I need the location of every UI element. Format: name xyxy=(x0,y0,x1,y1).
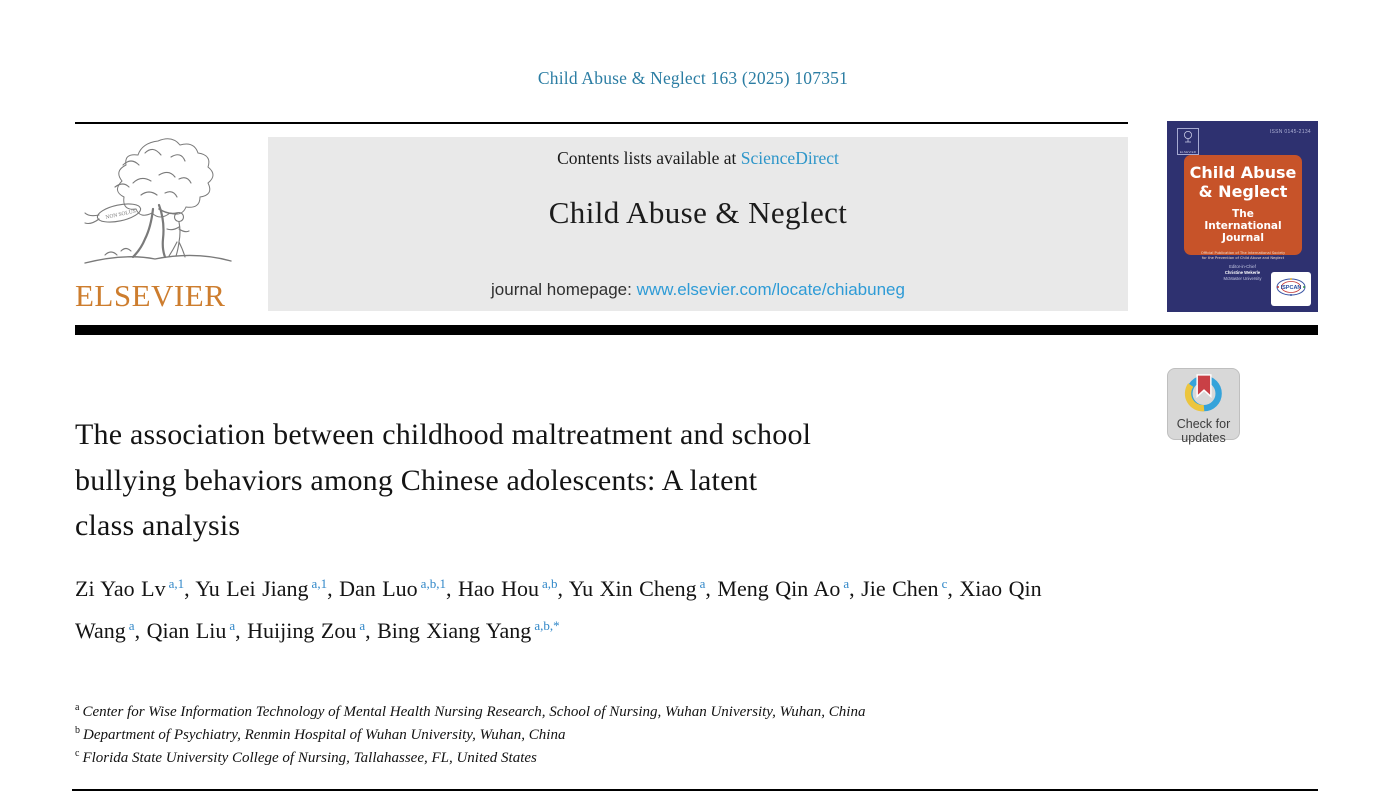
author-affiliation-superscript: a,b,* xyxy=(534,617,560,633)
affiliation-superscript: b xyxy=(75,725,80,736)
article-title-line: class analysis xyxy=(75,509,241,542)
author-affiliation-superscript: a,1 xyxy=(311,575,328,591)
affiliation: $^c$ Florida State University College of Nursing, Tallahassee, FL, United States xyxy=(75,748,537,766)
affiliation-list xyxy=(75,701,1125,770)
author: Bing Xiang Yang $^{a,b,*}$ xyxy=(377,617,560,643)
author: Meng Qin Ao $^a$ xyxy=(717,575,850,601)
author: Jie Chen $^c$ xyxy=(861,575,948,601)
ispcan-badge-icon: ISPCAN xyxy=(1271,272,1311,306)
check-for-updates-badge[interactable] xyxy=(1167,368,1240,445)
homepage-prefix: journal homepage: xyxy=(491,280,637,299)
cover-official-line: for the Prevention of Child Abuse and Neglect xyxy=(1201,255,1285,260)
cover-title-line: Child Abuse xyxy=(1189,163,1297,182)
article-title-line: The association between childhood maltreatment and school xyxy=(75,418,812,451)
author-affiliation-superscript: a,1 xyxy=(168,575,185,591)
author: Zi Yao Lv $^{a,1}$ xyxy=(75,575,185,601)
cover-elsevier-emblem-icon: ELSEVIER xyxy=(1177,128,1199,155)
cover-issn: ISSN 0145-2134 xyxy=(1269,129,1311,135)
author-affiliation-superscript: a xyxy=(229,617,236,633)
elsevier-logo xyxy=(75,134,245,314)
affiliation-superscript: a xyxy=(75,702,80,713)
top-divider xyxy=(75,122,1128,124)
cover-subtitle-line: Journal xyxy=(1222,232,1264,244)
author: Huijing Zou $^a$ xyxy=(247,617,366,643)
author: Yu Lei Jiang $^{a,1}$ xyxy=(195,575,328,601)
crossmark-label: Check for updates xyxy=(1176,417,1231,445)
journal-cover-thumbnail xyxy=(1167,121,1318,312)
article-title xyxy=(75,412,1105,549)
logo-motto: NON SOLUS xyxy=(105,208,137,221)
author-list: Zi Yao Lv $^{a,1}$, Yu Lei Jiang $^{a,1}$, Dan Luo $^{a,b,1}$, Hao Hou $^{a,b}$, Yu Xin Cheng $^a$, Meng Qin Ao $^a$, Jie Chen $^c$, Xiao Qin Wang $^a$, Qian Liu $^a$, Huijing Zou $^a$, Bing Xiang Yang $^{a,b,*}$ xyxy=(75,575,1042,643)
cover-official-line: Official Publication of The International Society xyxy=(1200,251,1286,255)
homepage-line xyxy=(268,280,1128,300)
affiliation-superscript: c xyxy=(75,748,80,759)
journal-masthead-box xyxy=(268,137,1128,311)
sciencedirect-link[interactable]: ScienceDirect xyxy=(740,148,839,168)
masthead-bottom-bar xyxy=(75,325,1318,335)
elsevier-tree-icon xyxy=(75,134,241,276)
journal-title: Child Abuse & Neglect xyxy=(548,195,848,230)
author: Xiao Qin Wang $^a$ xyxy=(75,576,1042,643)
article-title-line: bullying behaviors among Chinese adolescents: A latent xyxy=(75,463,758,497)
cover-title-panel xyxy=(1184,155,1302,260)
author: Dan Luo $^{a,b,1}$ xyxy=(339,575,446,601)
affiliation: $^a$ Center for Wise Information Technology of Mental Health Nursing Research, School of Nursing, Wuhan University, Wuhan, China xyxy=(75,702,866,720)
cover-editor-block: Editor-in-Chief Christine Wekerle McMaster University xyxy=(1223,264,1262,281)
cover-subtitle-line: The xyxy=(1232,208,1254,220)
affiliation: $^b$ Department of Psychiatry, Renmin Hospital of Wuhan University, Wuhan, China xyxy=(75,725,566,743)
cover-subtitle-line: International xyxy=(1204,220,1282,232)
contents-prefix: Contents lists available at xyxy=(557,148,741,168)
author: Hao Hou $^{a,b}$ xyxy=(457,575,558,601)
author-affiliation-superscript: a,b xyxy=(542,575,558,591)
author-affiliation-superscript: a,b,1 xyxy=(420,575,446,591)
cover-title-line: & Neglect xyxy=(1198,181,1288,201)
author-affiliation-superscript: c xyxy=(941,575,948,591)
author: Qian Liu $^a$ xyxy=(146,617,236,643)
author-affiliation-superscript: a xyxy=(699,575,706,591)
author-affiliation-superscript: a xyxy=(359,617,366,633)
author: Yu Xin Cheng $^a$ xyxy=(568,575,706,601)
author-affiliation-superscript: a xyxy=(843,575,850,591)
bottom-divider xyxy=(72,789,1318,791)
crossmark-icon xyxy=(1182,372,1226,413)
author-affiliation-superscript: a xyxy=(128,617,135,633)
journal-citation: Child Abuse & Neglect 163 (2025) 107351 xyxy=(537,68,849,88)
homepage-link[interactable]: www.elsevier.com/locate/chiabuneg xyxy=(636,280,905,299)
elsevier-wordmark: ELSEVIER xyxy=(75,278,226,313)
contents-line xyxy=(268,148,1128,169)
